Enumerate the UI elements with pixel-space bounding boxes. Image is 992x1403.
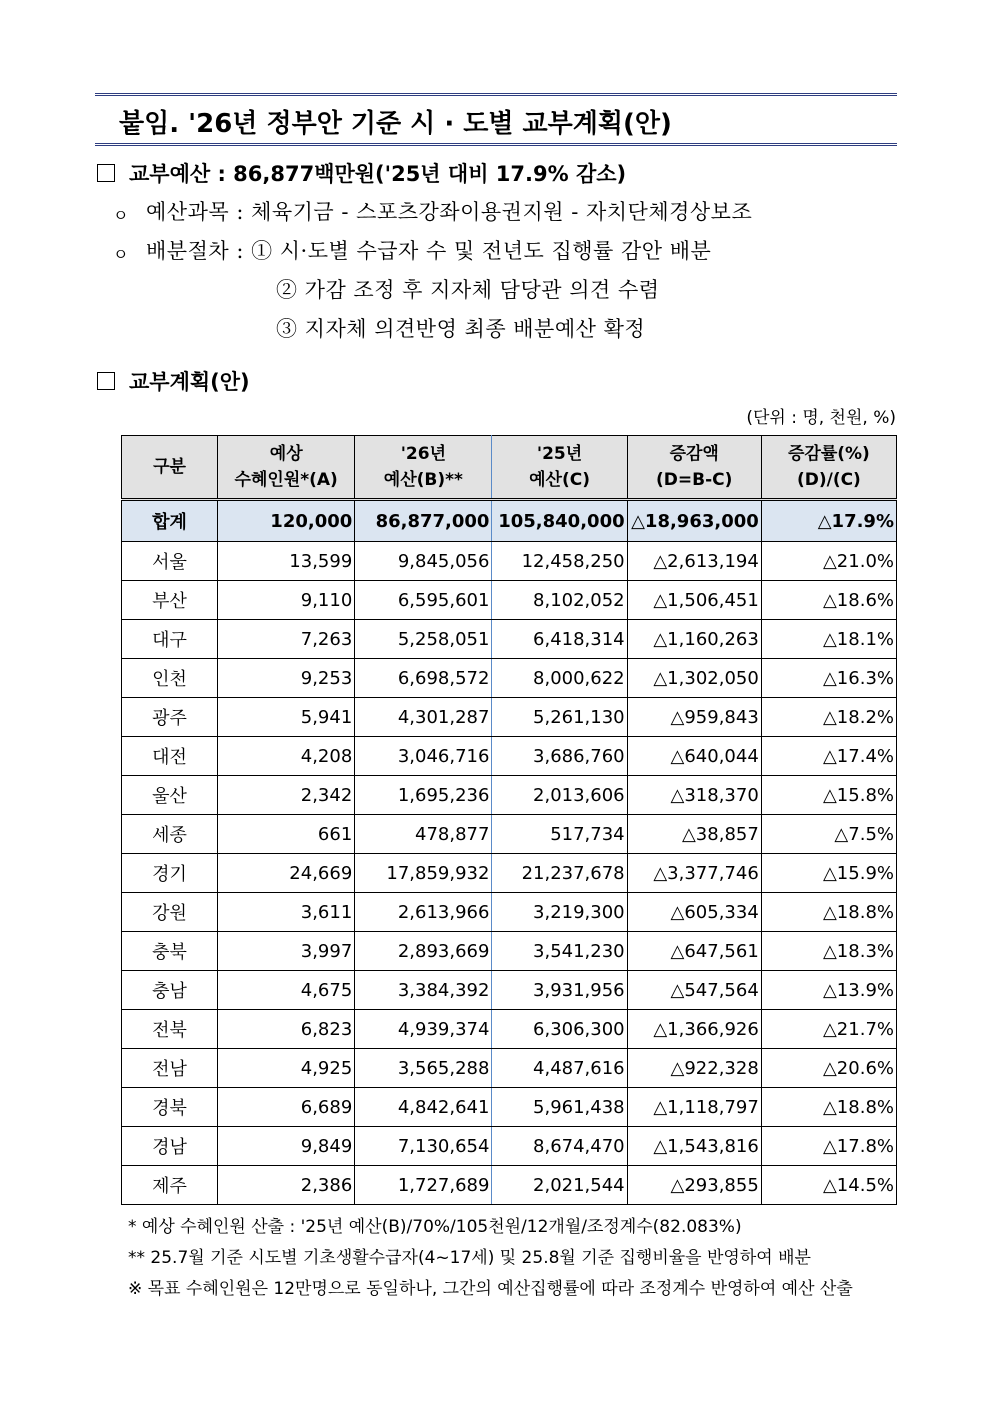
page-title: 붙임. '26년 정부안 기준 시 · 도별 교부계획(안) bbox=[119, 109, 672, 139]
change-amount: △1,366,926 bbox=[627, 1010, 761, 1049]
budget-25: 517,734 bbox=[492, 815, 627, 854]
budget-25: 8,000,622 bbox=[492, 659, 627, 698]
footnote-target: ※ 목표 수혜인원은 12만명으로 동일하나, 그간의 예산집행률에 따라 조정계수 반영하여 예산 산출 bbox=[128, 1279, 853, 1299]
region-name: 인천 bbox=[122, 659, 218, 698]
beneficiaries: 2,342 bbox=[218, 776, 355, 815]
region-name: 경남 bbox=[122, 1127, 218, 1166]
total-change-rate: △17.9% bbox=[761, 500, 896, 542]
table-row bbox=[122, 581, 897, 620]
total-change-amount: △18,963,000 bbox=[627, 500, 761, 542]
table-row bbox=[122, 659, 897, 698]
budget-26: 2,613,966 bbox=[355, 893, 492, 932]
budget-25: 6,418,314 bbox=[492, 620, 627, 659]
change-rate: △18.8% bbox=[761, 1088, 896, 1127]
table-total-row bbox=[122, 500, 897, 542]
change-rate: △18.3% bbox=[761, 932, 896, 971]
change-rate: △14.5% bbox=[761, 1166, 896, 1205]
budget-25: 5,261,130 bbox=[492, 698, 627, 737]
table-row bbox=[122, 893, 897, 932]
budget-25: 4,487,616 bbox=[492, 1049, 627, 1088]
table-row bbox=[122, 1088, 897, 1127]
change-rate: △20.6% bbox=[761, 1049, 896, 1088]
footnote-allocation: ** 25.7월 기준 시도별 기초생활수급자(4~17세) 및 25.8월 기준 집행비율을 반영하여 배분 bbox=[128, 1248, 811, 1268]
region-name: 전남 bbox=[122, 1049, 218, 1088]
budget-26: 6,595,601 bbox=[355, 581, 492, 620]
section-budget bbox=[97, 158, 626, 188]
budget-26: 4,301,287 bbox=[355, 698, 492, 737]
region-name: 광주 bbox=[122, 698, 218, 737]
budget-26: 7,130,654 bbox=[355, 1127, 492, 1166]
change-rate: △18.6% bbox=[761, 581, 896, 620]
beneficiaries: 661 bbox=[218, 815, 355, 854]
change-rate: △16.3% bbox=[761, 659, 896, 698]
budget-account-line: 예산과목 : 체육기금 - 스포츠강좌이용권지원 - 자치단체경상보조 bbox=[146, 200, 753, 224]
bullet-marker: ㅇ bbox=[113, 206, 129, 225]
budget-25: 12,458,250 bbox=[492, 542, 627, 581]
change-amount: △1,543,816 bbox=[627, 1127, 761, 1166]
budget-25: 2,013,606 bbox=[492, 776, 627, 815]
section-budget-heading: 교부예산 : 86,877백만원('25년 대비 17.9% 감소) bbox=[129, 162, 627, 186]
total-beneficiaries: 120,000 bbox=[218, 500, 355, 542]
total-label: 합계 bbox=[122, 500, 218, 542]
change-rate: △18.2% bbox=[761, 698, 896, 737]
budget-26: 2,893,669 bbox=[355, 932, 492, 971]
beneficiaries: 3,611 bbox=[218, 893, 355, 932]
beneficiaries: 6,689 bbox=[218, 1088, 355, 1127]
checkbox-square-icon bbox=[97, 164, 115, 182]
budget-25: 2,021,544 bbox=[492, 1166, 627, 1205]
budget-26: 3,384,392 bbox=[355, 971, 492, 1010]
change-amount: △3,377,746 bbox=[627, 854, 761, 893]
change-amount: △547,564 bbox=[627, 971, 761, 1010]
beneficiaries: 4,675 bbox=[218, 971, 355, 1010]
budget-26: 1,727,689 bbox=[355, 1166, 492, 1205]
budget-26: 5,258,051 bbox=[355, 620, 492, 659]
header-region: 구분 bbox=[122, 436, 218, 500]
table-row bbox=[122, 542, 897, 581]
budget-26: 1,695,236 bbox=[355, 776, 492, 815]
beneficiaries: 3,997 bbox=[218, 932, 355, 971]
table-row bbox=[122, 620, 897, 659]
section-plan-heading: 교부계획(안) bbox=[129, 370, 250, 394]
region-name: 전북 bbox=[122, 1010, 218, 1049]
change-amount: △605,334 bbox=[627, 893, 761, 932]
table-row bbox=[122, 776, 897, 815]
change-amount: △640,044 bbox=[627, 737, 761, 776]
change-amount: △2,613,194 bbox=[627, 542, 761, 581]
change-rate: △17.8% bbox=[761, 1127, 896, 1166]
budget-26: 4,842,641 bbox=[355, 1088, 492, 1127]
change-amount: △1,302,050 bbox=[627, 659, 761, 698]
change-rate: △7.5% bbox=[761, 815, 896, 854]
unit-note: (단위 : 명, 천원, %) bbox=[746, 408, 896, 428]
table-row bbox=[122, 932, 897, 971]
budget-25: 3,931,956 bbox=[492, 971, 627, 1010]
checkbox-square-icon bbox=[97, 372, 115, 390]
budget-25: 5,961,438 bbox=[492, 1088, 627, 1127]
budget-25: 8,674,470 bbox=[492, 1127, 627, 1166]
budget-26: 6,698,572 bbox=[355, 659, 492, 698]
region-name: 대전 bbox=[122, 737, 218, 776]
allocation-step3-line: ③ 지자체 의견반영 최종 배분예산 확정 bbox=[276, 317, 646, 341]
beneficiaries: 4,925 bbox=[218, 1049, 355, 1088]
table-header-row bbox=[122, 436, 897, 500]
budget-25: 6,306,300 bbox=[492, 1010, 627, 1049]
region-name: 경북 bbox=[122, 1088, 218, 1127]
change-rate: △21.0% bbox=[761, 542, 896, 581]
beneficiaries: 7,263 bbox=[218, 620, 355, 659]
budget-25: 3,541,230 bbox=[492, 932, 627, 971]
change-amount: △1,506,451 bbox=[627, 581, 761, 620]
beneficiaries: 4,208 bbox=[218, 737, 355, 776]
beneficiaries: 5,941 bbox=[218, 698, 355, 737]
budget-25: 21,237,678 bbox=[492, 854, 627, 893]
change-amount: △959,843 bbox=[627, 698, 761, 737]
region-name: 강원 bbox=[122, 893, 218, 932]
beneficiaries: 9,110 bbox=[218, 581, 355, 620]
allocation-step1-line: 배분절차 : ① 시·도별 수급자 수 및 전년도 집행률 감안 배분 bbox=[146, 239, 712, 263]
change-rate: △15.9% bbox=[761, 854, 896, 893]
budget-26: 9,845,056 bbox=[355, 542, 492, 581]
footnotes bbox=[128, 1212, 853, 1305]
section-plan bbox=[97, 366, 250, 396]
change-amount: △922,328 bbox=[627, 1049, 761, 1088]
beneficiaries: 9,253 bbox=[218, 659, 355, 698]
footnote-beneficiaries: * 예상 수혜인원 산출 : '25년 예산(B)/70%/105천원/12개월/조정계수(82.083%) bbox=[128, 1217, 742, 1237]
budget-26: 3,046,716 bbox=[355, 737, 492, 776]
header-change-rate: 증감률(%) (D)/(C) bbox=[761, 436, 896, 500]
table-row bbox=[122, 815, 897, 854]
beneficiaries: 13,599 bbox=[218, 542, 355, 581]
change-rate: △18.1% bbox=[761, 620, 896, 659]
region-name: 충북 bbox=[122, 932, 218, 971]
bullet-marker: ㅇ bbox=[113, 245, 129, 264]
change-rate: △17.4% bbox=[761, 737, 896, 776]
table-row bbox=[122, 737, 897, 776]
budget-26: 4,939,374 bbox=[355, 1010, 492, 1049]
budget-26: 478,877 bbox=[355, 815, 492, 854]
change-amount: △1,118,797 bbox=[627, 1088, 761, 1127]
change-rate: △21.7% bbox=[761, 1010, 896, 1049]
allocation-table bbox=[121, 435, 897, 1205]
change-rate: △13.9% bbox=[761, 971, 896, 1010]
beneficiaries: 24,669 bbox=[218, 854, 355, 893]
beneficiaries: 6,823 bbox=[218, 1010, 355, 1049]
region-name: 부산 bbox=[122, 581, 218, 620]
change-amount: △318,370 bbox=[627, 776, 761, 815]
budget-26: 17,859,932 bbox=[355, 854, 492, 893]
table-row bbox=[122, 971, 897, 1010]
budget-25: 3,219,300 bbox=[492, 893, 627, 932]
beneficiaries: 9,849 bbox=[218, 1127, 355, 1166]
header-budget-26: '26년 예산(B)** bbox=[355, 436, 492, 500]
change-rate: △18.8% bbox=[761, 893, 896, 932]
title-banner bbox=[95, 93, 897, 146]
change-amount: △293,855 bbox=[627, 1166, 761, 1205]
table-row bbox=[122, 1166, 897, 1205]
table-row bbox=[122, 1010, 897, 1049]
change-amount: △38,857 bbox=[627, 815, 761, 854]
budget-26: 3,565,288 bbox=[355, 1049, 492, 1088]
table-row bbox=[122, 1049, 897, 1088]
region-name: 충남 bbox=[122, 971, 218, 1010]
table-row bbox=[122, 854, 897, 893]
change-amount: △647,561 bbox=[627, 932, 761, 971]
total-budget-25: 105,840,000 bbox=[492, 500, 627, 542]
region-name: 서울 bbox=[122, 542, 218, 581]
change-amount: △1,160,263 bbox=[627, 620, 761, 659]
header-change-amount: 증감액 (D=B-C) bbox=[627, 436, 761, 500]
header-budget-25: '25년 예산(C) bbox=[492, 436, 627, 500]
budget-25: 8,102,052 bbox=[492, 581, 627, 620]
region-name: 대구 bbox=[122, 620, 218, 659]
table-row bbox=[122, 1127, 897, 1166]
region-name: 세종 bbox=[122, 815, 218, 854]
allocation-step2-line: ② 가감 조정 후 지자체 담당관 의견 수렴 bbox=[276, 278, 660, 302]
region-name: 울산 bbox=[122, 776, 218, 815]
beneficiaries: 2,386 bbox=[218, 1166, 355, 1205]
region-name: 경기 bbox=[122, 854, 218, 893]
change-rate: △15.8% bbox=[761, 776, 896, 815]
region-name: 제주 bbox=[122, 1166, 218, 1205]
header-expected-beneficiaries: 예상 수혜인원*(A) bbox=[218, 436, 355, 500]
total-budget-26: 86,877,000 bbox=[355, 500, 492, 542]
budget-25: 3,686,760 bbox=[492, 737, 627, 776]
table-row bbox=[122, 698, 897, 737]
